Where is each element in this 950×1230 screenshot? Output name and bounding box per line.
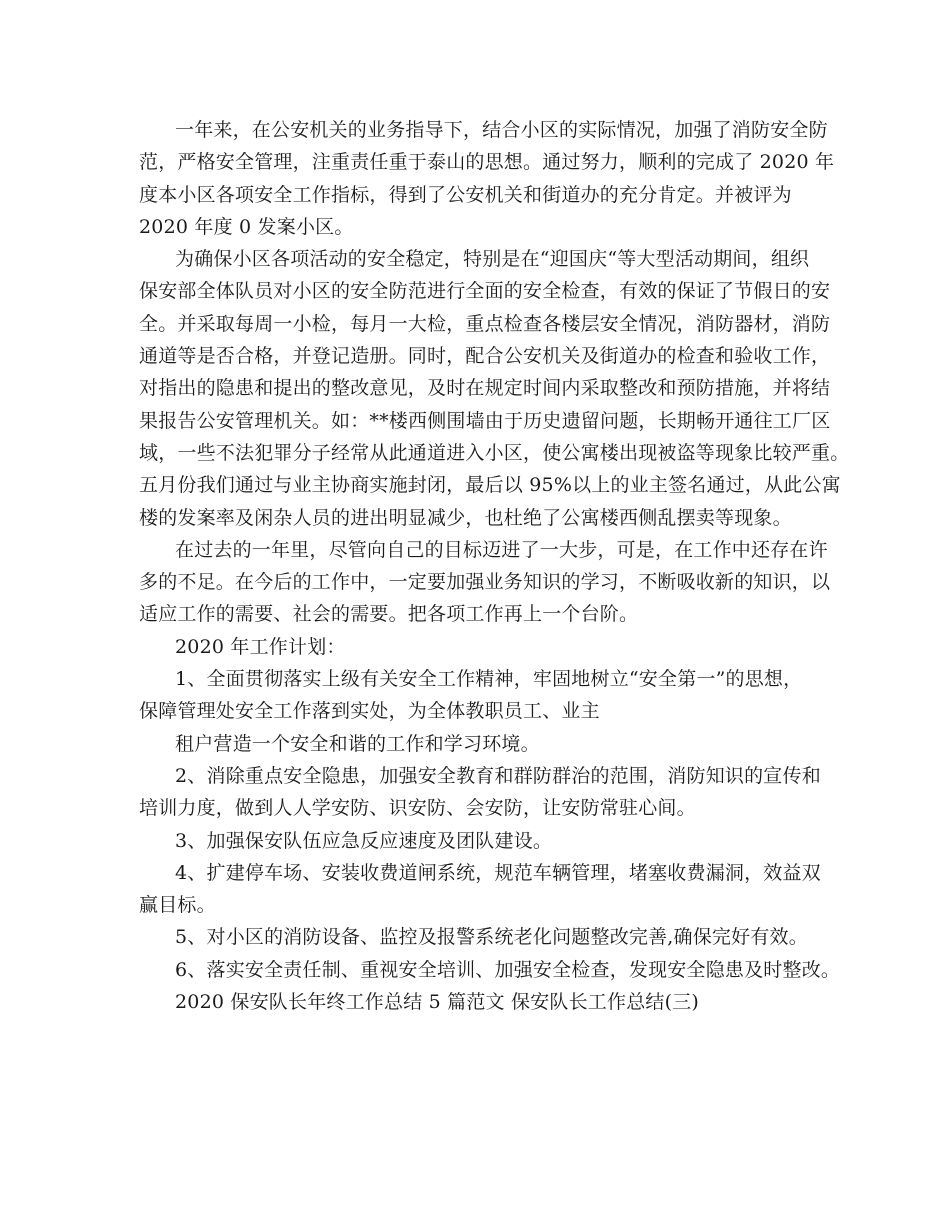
text-line: 一年来，在公安机关的业务指导下，结合小区的实际情况，加强了消防安全防: [175, 119, 828, 141]
text-line: 为确保小区各项活动的安全稳定，特别是在“迎国庆“等大型活动期间，组织: [175, 248, 810, 271]
text-line: 楼的发案率及闲杂人员的进出明显减少，也杜绝了公寓楼西侧乱摆卖等现象。: [139, 506, 792, 529]
plan-item-1-continued: [139, 728, 829, 760]
text-line: 度本小区各项安全工作指标，得到了公安机关和街道办的充分肯定。并被评为: [139, 183, 792, 206]
text-line: 五月份我们通过与业主协商实施封闭，最后以 95%以上的业主签名通过，从此公寓: [139, 474, 841, 497]
plan-item-6: [139, 954, 841, 986]
plan-item-5: [139, 921, 829, 953]
text-line: 多的不足。在今后的工作中，一定要加强业务知识的学习，不断吸收新的知识，以: [139, 571, 831, 594]
text-line: 租户营造一个安全和谐的工作和学习环境。: [175, 732, 540, 755]
plan-item-1: [139, 663, 829, 728]
plan-item-3: [139, 825, 829, 857]
text-line: 5、对小区的消防设备、监控及报警系统老化问题整改完善,确保完好有效。: [175, 926, 808, 949]
text-line: 3、加强保安队伍应急反应速度及团队建设。: [175, 829, 553, 852]
plan-heading: [139, 631, 829, 663]
text-line: 通道等是否合格，并登记造册。同时，配合公安机关及街道办的检查和验收工作，: [139, 345, 831, 368]
text-line: 培训力度，做到人人学安防、识安防、会安防，让安防常驻心间。: [139, 797, 696, 820]
document-body: [139, 114, 850, 1018]
text-line: 适应工作的需要、社会的需要。把各项工作再上一个台阶。: [139, 603, 639, 626]
text-line: 范，严格安全管理，注重责任重于泰山的思想。通过努力，顺利的完成了 2020 年: [139, 151, 835, 174]
text-line: 在过去的一年里，尽管向自己的目标迈进了一大步，可是，在工作中还存在许: [175, 538, 828, 561]
text-line: 赢目标。: [139, 894, 216, 917]
text-line: 保安部全体队员对小区的安全防范进行全面的安全检查，有效的保证了节假日的安: [139, 280, 831, 303]
text-line: 果报告公安管理机关。如：**楼西侧围墙由于历史遗留问题，长期畅开通往工厂区: [139, 409, 831, 432]
paragraph-safety-checks: [139, 243, 850, 534]
text-line: 2020 年工作计划：: [175, 635, 346, 658]
text-line: 域，一些不法犯罪分子经常从此通道进入小区，使公寓楼出现被盗等现象比较严重。: [139, 441, 850, 464]
plan-item-2: [139, 760, 829, 825]
text-line: 6、落实安全责任制、重视安全培训、加强安全检查，发现安全隐患及时整改。: [175, 958, 841, 981]
text-line: 2020 年度 0 发案小区。: [139, 215, 354, 238]
text-line: 2020 保安队长年终工作总结 5 篇范文 保安队长工作总结(三): [175, 991, 700, 1014]
plan-item-4: [139, 857, 829, 922]
text-line: 4、扩建停车场、安装收费道闸系统，规范车辆管理，堵塞收费漏洞，效益双: [175, 861, 821, 884]
text-line: 保障管理处安全工作落到实处，为全体教职员工、业主: [139, 700, 600, 723]
paragraph-intro: [139, 114, 835, 243]
text-line: 全。并采取每周一小检，每月一大检，重点检查各楼层安全情况，消防器材，消防: [139, 312, 831, 335]
text-line: 对指出的隐患和提出的整改意见，及时在规定时间内采取整改和预防措施，并将结: [139, 377, 831, 400]
text-line: 2、消除重点安全隐患，加强安全教育和群防群治的范围，消防知识的宣传和: [175, 764, 821, 787]
text-line: 1、全面贯彻落实上级有关安全工作精神，牢固地树立“安全第一”的思想，: [175, 668, 803, 691]
paragraph-shortcomings: [139, 534, 829, 631]
section-title-next: [139, 986, 829, 1018]
